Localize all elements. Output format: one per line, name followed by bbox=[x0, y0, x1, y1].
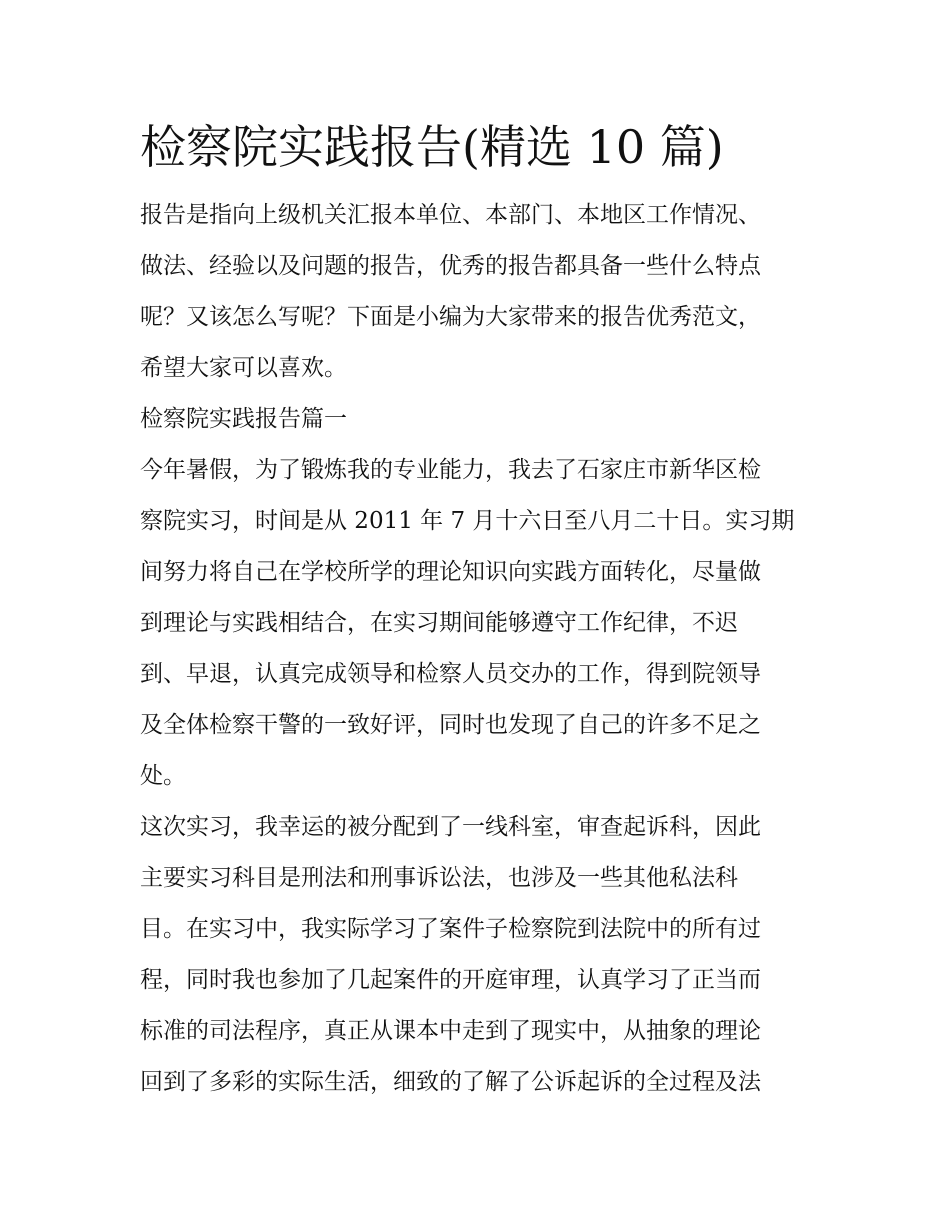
paragraph-line: 目。在实习中，我实际学习了案件子检察院到法院中的所有过 bbox=[140, 916, 761, 942]
intro-line: 希望大家可以喜欢。 bbox=[140, 355, 347, 381]
paragraph-line: 标准的司法程序，真正从课本中走到了现实中，从抽象的理论 bbox=[140, 1018, 761, 1044]
paragraph-line: 回到了多彩的实际生活，细致的了解了公诉起诉的全过程及法 bbox=[140, 1069, 761, 1095]
paragraph-line: 今年暑假，为了锻炼我的专业能力，我去了石家庄市新华区检 bbox=[140, 457, 761, 483]
paragraph-line: 察院实习，时间是从 2011 年 7 月十六日至八月二十日。实习期 bbox=[140, 508, 795, 534]
paragraph-line: 处。 bbox=[140, 763, 186, 789]
section-heading: 检察院实践报告篇一 bbox=[140, 406, 347, 432]
paragraph-line: 间努力将自己在学校所学的理论知识向实践方面转化，尽量做 bbox=[140, 559, 761, 585]
paragraph-line: 到理论与实践相结合，在实习期间能够遵守工作纪律，不迟 bbox=[140, 610, 738, 636]
paragraph-line: 主要实习科目是刑法和刑事诉讼法，也涉及一些其他私法科 bbox=[140, 865, 738, 891]
paragraph-2 bbox=[140, 802, 820, 1108]
intro-line: 做法、经验以及问题的报告，优秀的报告都具备一些什么特点 bbox=[140, 253, 761, 279]
document-title: 检察院实践报告(精选 10 篇) bbox=[140, 120, 724, 174]
paragraph-line: 程，同时我也参加了几起案件的开庭审理，认真学习了正当而 bbox=[140, 967, 761, 993]
paragraph-1 bbox=[140, 445, 820, 802]
intro-line: 呢？又该怎么写呢？下面是小编为大家带来的报告优秀范文， bbox=[140, 304, 761, 330]
intro-line: 报告是指向上级机关汇报本单位、本部门、本地区工作情况、 bbox=[140, 202, 761, 228]
paragraph-line: 及全体检察干警的一致好评，同时也发现了自己的许多不足之 bbox=[140, 712, 761, 738]
intro-paragraph bbox=[140, 190, 820, 394]
document-page bbox=[140, 112, 820, 1108]
paragraph-line: 到、早退，认真完成领导和检察人员交办的工作，得到院领导 bbox=[140, 661, 761, 687]
paragraph-line: 这次实习，我幸运的被分配到了一线科室，审查起诉科，因此 bbox=[140, 814, 761, 840]
